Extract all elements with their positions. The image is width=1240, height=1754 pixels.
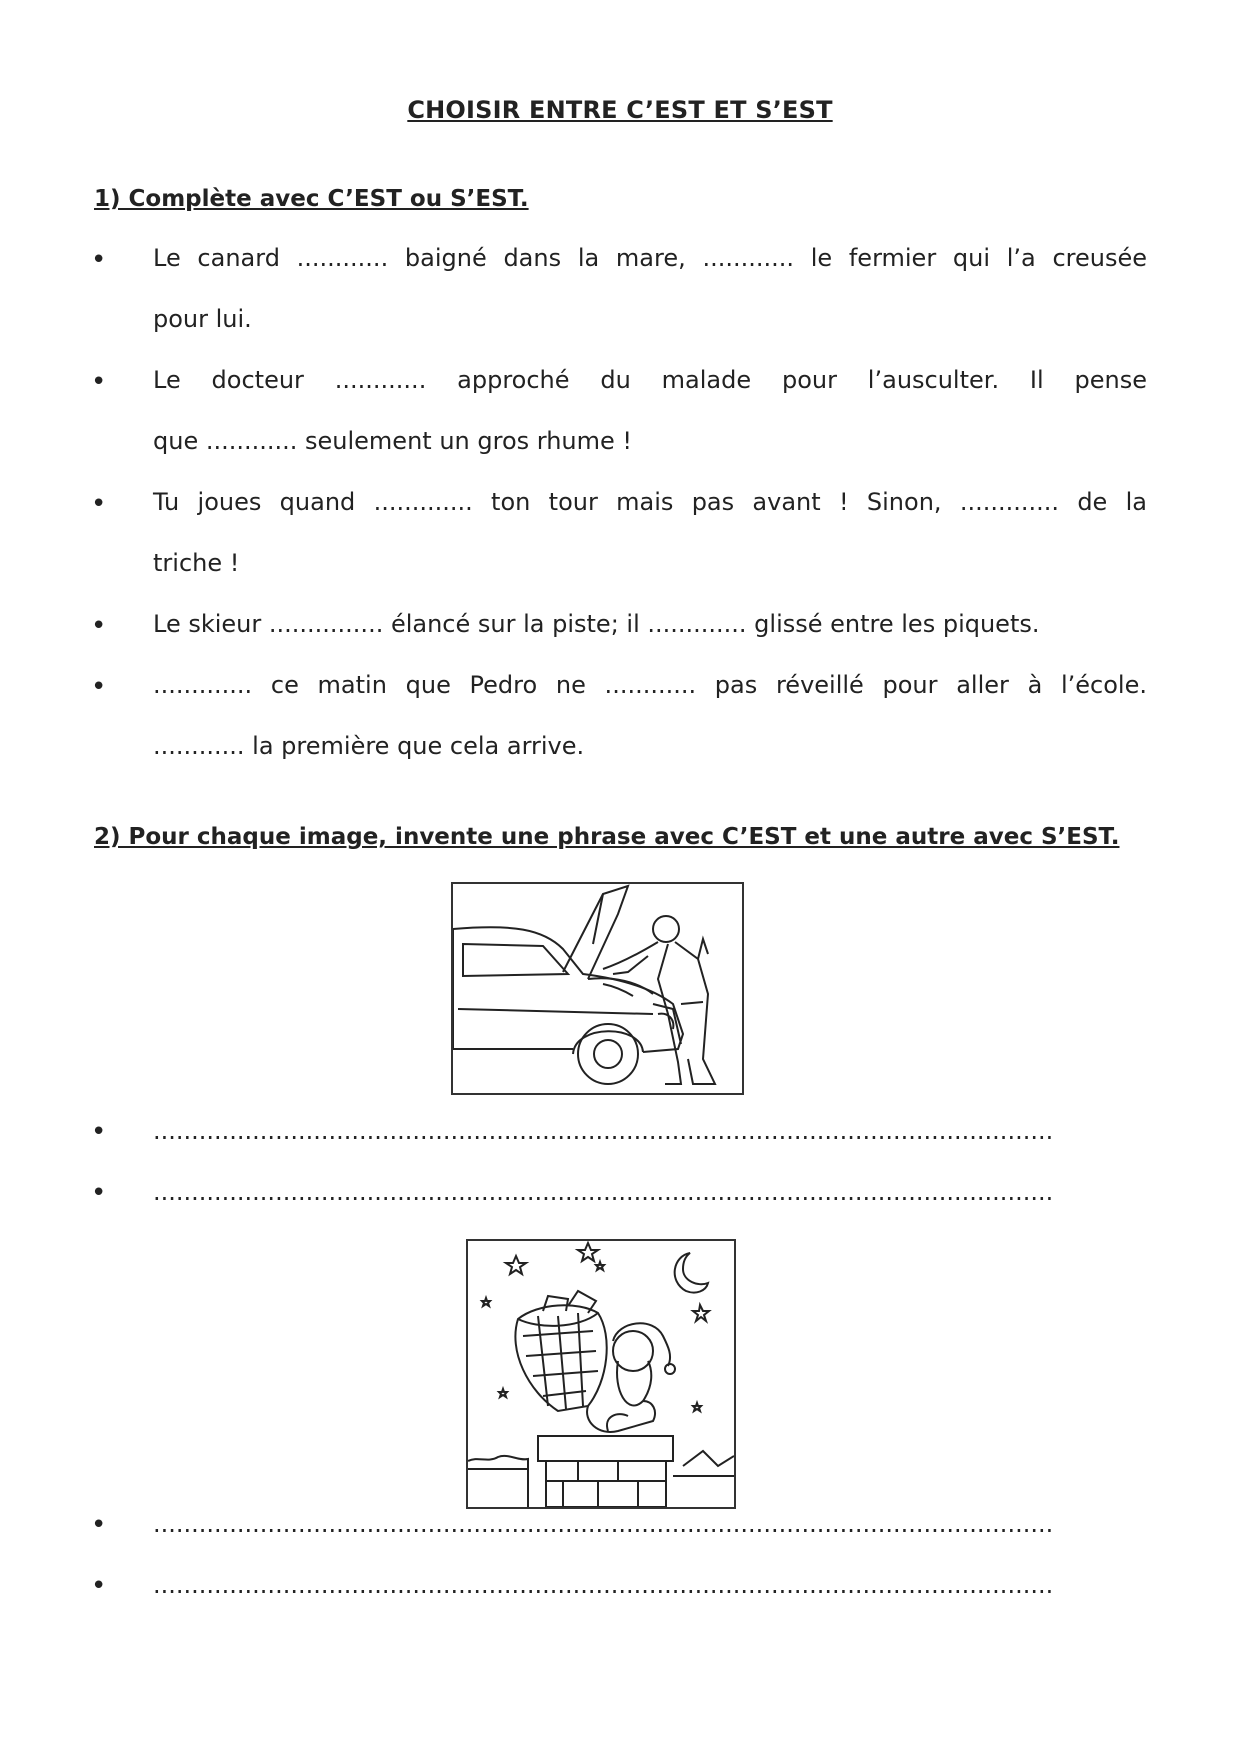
- exercise1-item3-line1: Tu joues quand ............. ton tour mais pas avant ! Sinon, ............. de la: [153, 488, 1147, 516]
- bullet: [91, 620, 103, 632]
- answer-line[interactable]: ......................................................................................................................: [153, 1117, 1054, 1145]
- answer-line[interactable]: ......................................................................................................................: [153, 1571, 1054, 1599]
- santa-chimney-illustration: [466, 1239, 736, 1509]
- exercise2-heading: 2) Pour chaque image, invente une phrase avec C’EST et une autre avec S’EST.: [94, 824, 1120, 850]
- exercise1-item4-line1: Le skieur ............... élancé sur la piste; il ............. glissé entre les piquets.: [153, 610, 1040, 638]
- exercise1-item1-line1: Le canard ............ baigné dans la mare, ............ le fermier qui l’a creusée: [153, 244, 1147, 272]
- bullet: [91, 681, 103, 693]
- exercise1-item5-line2: ............ la première que cela arrive.: [153, 732, 585, 760]
- answer-line[interactable]: ......................................................................................................................: [153, 1510, 1054, 1538]
- bullet: [91, 1126, 103, 1138]
- exercise1-item5-line1: ............. ce matin que Pedro ne ............ pas réveillé pour aller à l’école.: [153, 671, 1147, 699]
- bullet: [91, 1580, 103, 1592]
- bullet: [91, 254, 103, 266]
- bullet: [91, 498, 103, 510]
- mechanic-car-icon: [453, 884, 742, 1093]
- exercise1-heading: 1) Complète avec C’EST ou S’EST.: [94, 186, 529, 212]
- bullet: [91, 376, 103, 388]
- mechanic-car-illustration: [451, 882, 744, 1095]
- exercise1-item2-line1: Le docteur ............ approché du malade pour l’ausculter. Il pense: [153, 366, 1147, 394]
- santa-chimney-icon: [468, 1241, 734, 1507]
- exercise1-item2-line2: que ............ seulement un gros rhume !: [153, 427, 633, 455]
- bullet: [91, 1187, 103, 1199]
- bullet: [91, 1519, 103, 1531]
- exercise1-item1-line2: pour lui.: [153, 305, 252, 333]
- page-title: CHOISIR ENTRE C’EST ET S’EST: [407, 96, 833, 124]
- answer-line[interactable]: ......................................................................................................................: [153, 1178, 1054, 1206]
- exercise1-item3-line2: triche !: [153, 549, 240, 577]
